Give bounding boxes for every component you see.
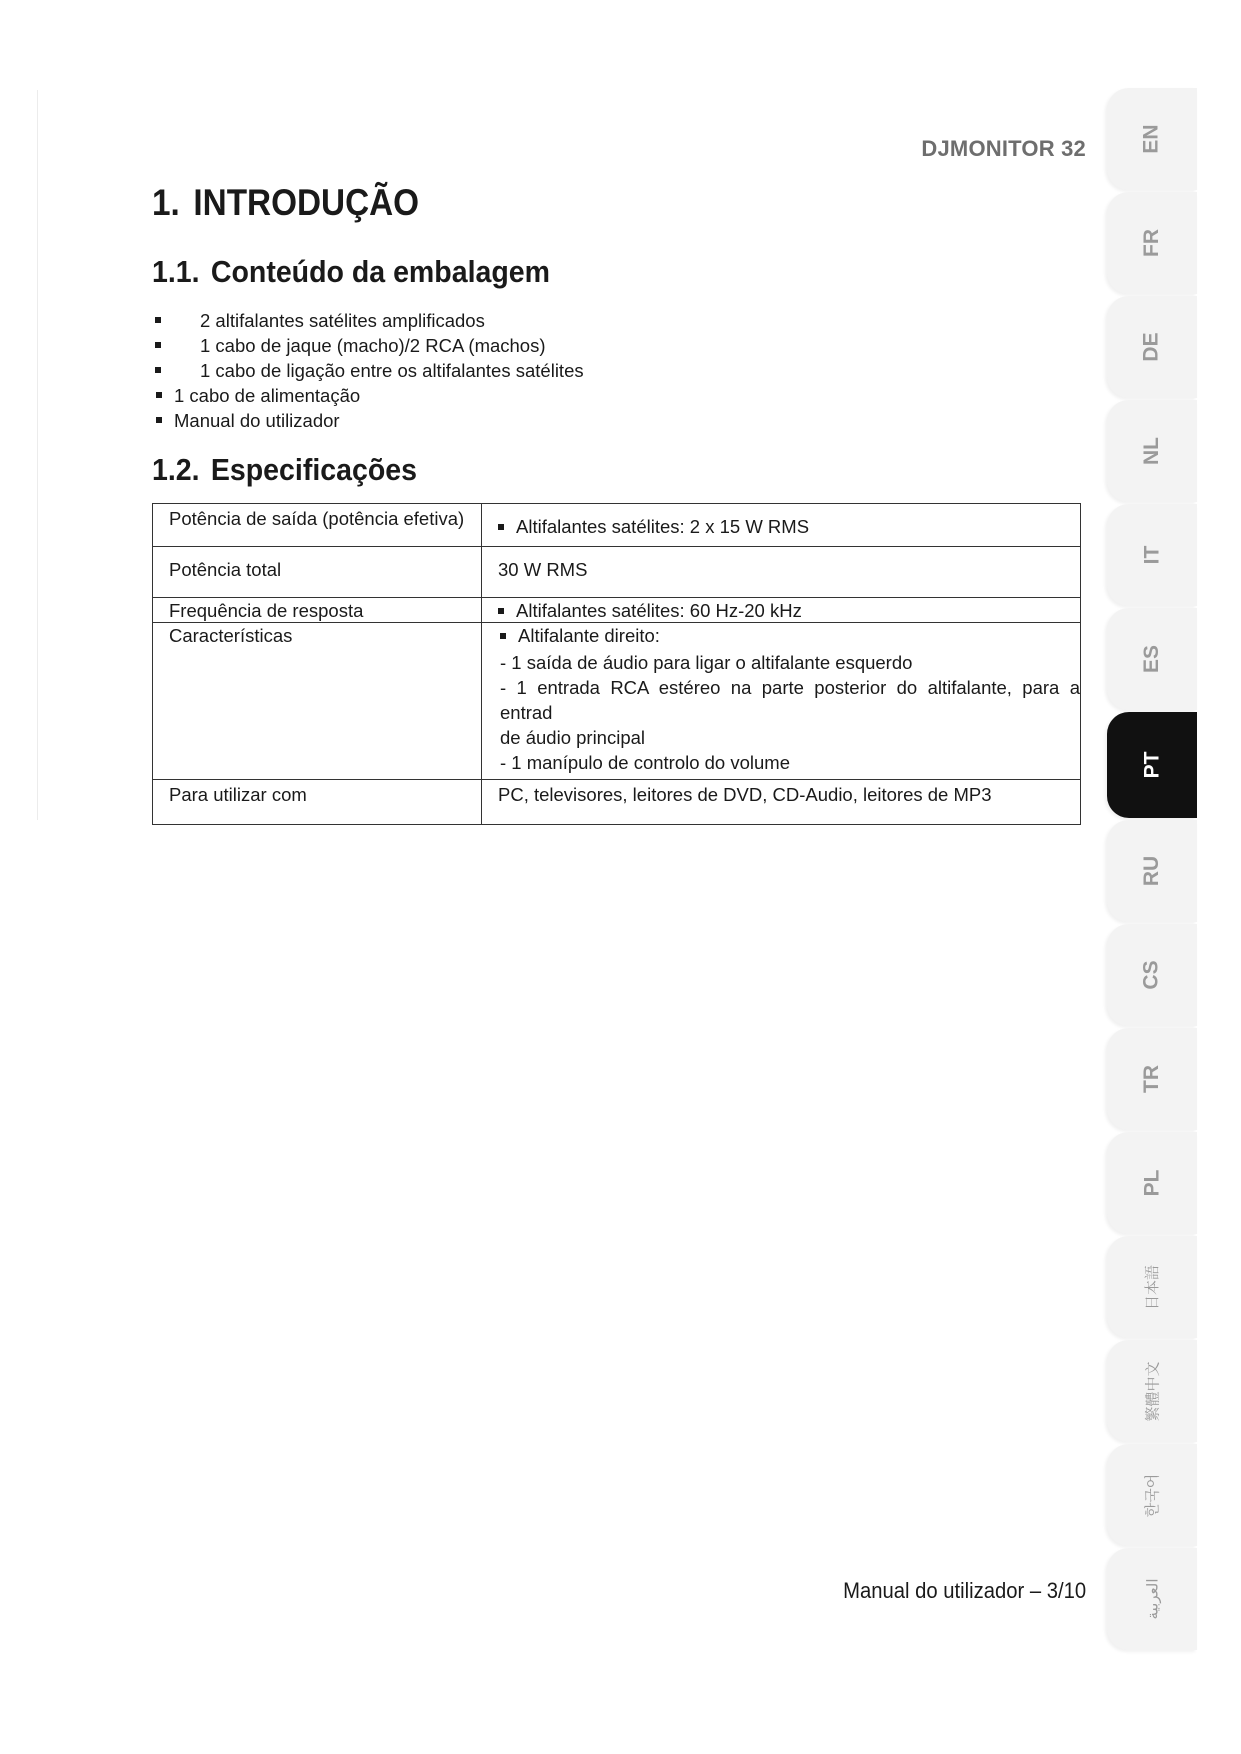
bullet-icon xyxy=(498,524,504,530)
language-tab-ko[interactable]: 한국어 xyxy=(1107,1444,1197,1546)
spec-label: Potência total xyxy=(153,547,482,598)
list-item: 2 altifalantes satélites amplificados xyxy=(152,308,952,333)
list-item: 1 cabo de ligação entre os altifalantes satélites xyxy=(152,358,952,383)
language-tab-ru[interactable]: RU xyxy=(1107,820,1197,922)
product-name: DJMONITOR 32 xyxy=(921,136,1086,161)
specifications-table xyxy=(152,503,1081,825)
language-tabs xyxy=(1107,88,1197,1648)
bullet-icon xyxy=(156,417,162,423)
section-1-2-title: Especificações xyxy=(210,452,417,487)
feature-detail: - 1 manípulo de controlo do volume xyxy=(500,752,791,773)
list-item: Manual do utilizador xyxy=(152,408,952,433)
section-1-2-number: 1.2. xyxy=(152,452,200,487)
section-1-title: INTRODUÇÃO xyxy=(193,182,420,223)
language-tab-cs[interactable]: CS xyxy=(1107,924,1197,1026)
spec-value: PC, televisores, leitores de DVD, CD-Audio, leitores de MP3 xyxy=(482,780,1081,825)
language-tab-fr[interactable]: FR xyxy=(1107,192,1197,294)
language-tab-ja[interactable]: 日本語 xyxy=(1107,1236,1197,1338)
table-row xyxy=(153,547,1081,598)
language-tab-de[interactable]: DE xyxy=(1107,296,1197,398)
table-row xyxy=(153,780,1081,825)
section-1-heading xyxy=(152,182,419,224)
table-row xyxy=(153,623,1081,780)
table-row xyxy=(153,598,1081,623)
language-tab-nl[interactable]: NL xyxy=(1107,400,1197,502)
section-1-number: 1. xyxy=(152,182,180,223)
bullet-icon xyxy=(155,317,161,323)
section-1-2-heading xyxy=(152,452,417,488)
spec-label: Características xyxy=(153,623,482,780)
language-tab-en[interactable]: EN xyxy=(1107,88,1197,190)
feature-detail: de áudio principal xyxy=(500,727,646,748)
bullet-icon xyxy=(155,342,161,348)
feature-detail: - 1 entrada RCA estéreo na parte posterior do altifalante, para a entrad xyxy=(500,677,1080,723)
language-tab-pl[interactable]: PL xyxy=(1107,1132,1197,1234)
spec-value: Altifalante direito: - 1 saída de áudio para ligar o altifalante esquerdo - 1 entrada RCA estéreo na parte posterior do altifalante, para a entrad de áudio principal - 1 manípulo de controlo do volume xyxy=(482,623,1081,780)
page-edge xyxy=(37,90,38,820)
page-footer: Manual do utilizador – 3/10 xyxy=(842,1578,1086,1603)
section-1-1-number: 1.1. xyxy=(152,254,200,289)
bullet-icon xyxy=(500,633,506,639)
language-tab-it[interactable]: IT xyxy=(1107,504,1197,606)
table-row xyxy=(153,504,1081,547)
bullet-icon xyxy=(498,608,504,614)
spec-label: Potência de saída (potência efetiva) xyxy=(153,504,482,547)
package-contents-list xyxy=(152,308,952,433)
spec-value: 30 W RMS xyxy=(482,547,1081,598)
list-item: 1 cabo de jaque (macho)/2 RCA (machos) xyxy=(152,333,952,358)
spec-label: Frequência de resposta xyxy=(153,598,482,623)
language-tab-ar[interactable]: العربية xyxy=(1107,1548,1197,1650)
list-item: 1 cabo de alimentação xyxy=(152,383,952,408)
feature-detail: - 1 saída de áudio para ligar o altifalante esquerdo xyxy=(500,652,913,673)
spec-label: Para utilizar com xyxy=(153,780,482,825)
language-tab-es[interactable]: ES xyxy=(1107,608,1197,710)
language-tab-zh[interactable]: 繁體中文 xyxy=(1107,1340,1197,1442)
language-tab-pt[interactable]: PT xyxy=(1107,712,1197,818)
bullet-icon xyxy=(155,367,161,373)
spec-value: Altifalantes satélites: 60 Hz-20 kHz xyxy=(482,598,1081,623)
language-tab-tr[interactable]: TR xyxy=(1107,1028,1197,1130)
bullet-icon xyxy=(156,392,162,398)
section-1-1-heading xyxy=(152,254,550,290)
spec-value: Altifalantes satélites: 2 x 15 W RMS xyxy=(482,504,1081,547)
section-1-1-title: Conteúdo da embalagem xyxy=(210,254,551,289)
